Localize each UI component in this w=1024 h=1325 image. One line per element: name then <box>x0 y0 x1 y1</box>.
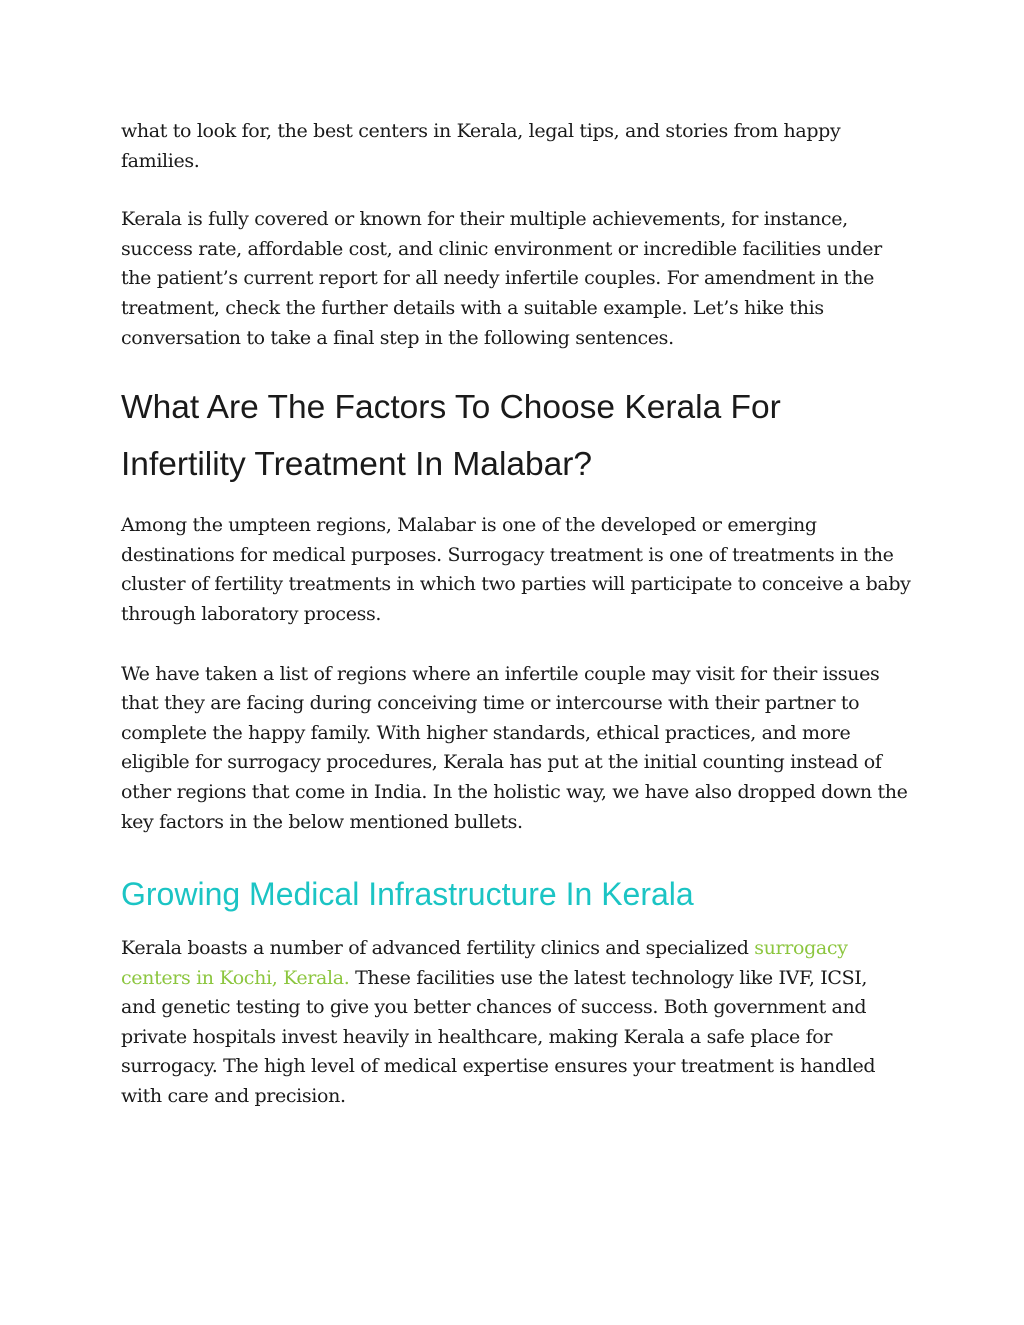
intro-continuation: what to look for, the best centers in Kerala, legal tips, and stories from happy families. <box>121 120 841 172</box>
regions-paragraph: We have taken a list of regions where an infertile couple may visit for their issues that they are facing during conceiving time or intercourse with their partner to complete the happy family. With higher standards, ethical practices, and more eligible for surrogacy procedures, Kerala has put at the initial counting instead of other regions that come in India. In the holistic way, we have also dropped down the key factors in the below mentioned bullets. <box>121 662 908 833</box>
infrastructure-paragraph <box>121 934 906 1112</box>
kerala-paragraph: Kerala is fully covered or known for their multiple achievements, for instance, success rate, affordable cost, and clinic environment or incredible facilities under the patient’s current report for all needy infertile couples. For amendment in the treatment, check the further details with a suitable example. Let’s hike this conversation to take a final step in the following sentences. <box>121 208 882 349</box>
document-page <box>121 117 911 1112</box>
infrastructure-text-start: Kerala boasts a number of advanced fertility clinics and specialized <box>121 937 755 960</box>
surrogacy-centers-link[interactable]: surrogacy centers in Kochi, Kerala. <box>121 937 848 989</box>
section-heading-infrastructure: Growing Medical Infrastructure In Kerala <box>121 876 694 913</box>
infrastructure-text-end: These facilities use the latest technology like IVF, ICSI, and genetic testing to give you better chances of success. Both government and private hospitals invest heavily in healthcare, making Kerala a safe place for surrogacy. The high level of medical expertise ensures your treatment is handled with care and precision. <box>121 966 876 1108</box>
section-heading-factors: What Are The Factors To Choose Kerala For Infertility Treatment In Malabar? <box>121 389 781 484</box>
malabar-paragraph: Among the umpteen regions, Malabar is one of the developed or emerging destinations for medical purposes. Surrogacy treatment is one of treatments in the cluster of fertility treatments in which two parties will participate to conceive a baby through laboratory process. <box>121 514 911 625</box>
